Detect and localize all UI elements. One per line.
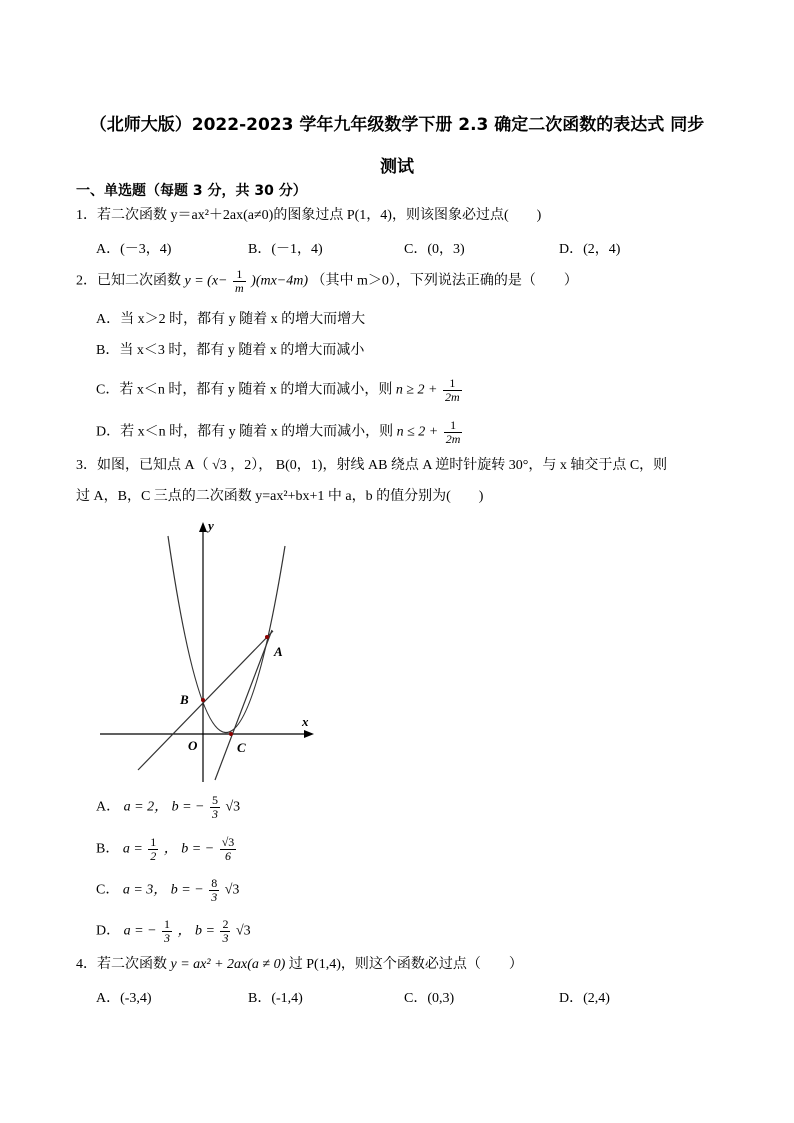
- option-prefix: B．: [96, 841, 120, 857]
- frac-den: 3: [211, 807, 218, 821]
- q2-option-d[interactable]: [96, 419, 464, 446]
- q3-stem-line-2: 过 A，B，C 三点的二次函数 y=ax²+bx+1 中 a，b 的值分别为( ): [76, 489, 484, 504]
- q3-option-c[interactable]: [96, 877, 239, 904]
- option-math: ， b = −: [163, 841, 215, 857]
- q2-frac-den: m: [234, 281, 244, 295]
- option-math: a =: [122, 841, 143, 857]
- frac-den: 3: [211, 890, 218, 904]
- frac-den: 2: [150, 849, 157, 863]
- label-y: y: [208, 518, 214, 533]
- q3-option-b[interactable]: [96, 836, 238, 863]
- q2-option-c-fraction: [443, 377, 462, 404]
- x-axis-arrow: [304, 730, 314, 738]
- q2-stem: [76, 268, 578, 295]
- q2-frac-num: 1: [233, 268, 246, 282]
- label-c: C: [237, 740, 246, 755]
- q4-stem-pre: 4．若二次函数: [76, 957, 171, 972]
- q4-option-a[interactable]: A．(-3,4): [96, 991, 152, 1006]
- frac-den: 2m: [444, 390, 460, 404]
- q1-options: [96, 238, 696, 258]
- q2-option-b[interactable]: B．当 x＜3 时，都有 y 随着 x 的增大而减小: [96, 343, 365, 358]
- point-b: [201, 698, 205, 702]
- q3-option-d[interactable]: [96, 918, 251, 945]
- q4-formula: y = ax² + 2ax(a ≠ 0): [170, 957, 286, 972]
- q2-stem-pre: 2．已知二次函数: [76, 273, 185, 289]
- label-x: x: [302, 714, 309, 729]
- option-suffix: √3: [224, 882, 240, 898]
- q2-option-c-text: C．若 x＜n 时，都有 y 随着 x 的增大而减小，则: [96, 382, 396, 398]
- frac-den: 3: [164, 931, 171, 945]
- label-b: B: [180, 692, 189, 707]
- q4-option-d[interactable]: D．(2,4): [559, 991, 610, 1006]
- frac-den: 6: [225, 849, 231, 863]
- frac-num: 8: [211, 876, 218, 890]
- option-fraction: [162, 918, 172, 945]
- q3-stem-line-1: 3．如图，已知点 A（ √3 ，2）， B(0，1)，射线 AB 绕点 A 逆时针旋转 30°，与 x 轴交于点 C，则: [76, 458, 668, 473]
- q4-option-c[interactable]: C．(0,3): [404, 991, 455, 1006]
- q2-option-a[interactable]: A．当 x＞2 时，都有 y 随着 x 的增大而增大: [96, 312, 366, 327]
- option-math: a = 2， b = −: [123, 799, 205, 815]
- q2-formula-fraction: [233, 268, 246, 295]
- line-ac: [215, 630, 272, 780]
- section-heading: 一、单选题（每题 3 分，共 30 分）: [76, 183, 307, 199]
- option-fraction: [220, 918, 230, 945]
- option-math: a = −: [123, 923, 157, 939]
- q1-option-d[interactable]: D．(2，4): [559, 242, 621, 257]
- y-axis-arrow: [199, 522, 207, 532]
- q2-option-c-math: n ≥ 2 +: [395, 382, 438, 398]
- q2-stem-post: （其中 m＞0），下列说法正确的是（ ）: [311, 273, 578, 289]
- label-a: A: [274, 644, 283, 659]
- option-suffix: √3: [235, 923, 251, 939]
- frac-num: 2: [222, 917, 229, 931]
- q2-formula-a: y = (x−: [184, 273, 228, 289]
- option-suffix: √3: [225, 799, 241, 815]
- q1-option-a[interactable]: A．(－3，4): [96, 242, 172, 257]
- option-prefix: A．: [96, 799, 121, 815]
- label-o: O: [188, 738, 198, 753]
- q2-option-c[interactable]: [96, 377, 464, 404]
- option-fraction: [209, 877, 219, 904]
- q1-stem: 1．若二次函数 y＝ax²＋2ax(a≠0)的图象过点 P(1，4)，则该图象必过点( ): [76, 208, 542, 223]
- q4-option-b[interactable]: B．(-1,4): [248, 991, 303, 1006]
- option-math: a = 3， b = −: [122, 882, 204, 898]
- title-line-1: （北师大版）2022-2023 学年九年级数学下册 2.3 确定二次函数的表达式 同步: [89, 115, 705, 135]
- q4-stem-post: 过 P(1,4)，则这个函数必过点（ ）: [288, 957, 523, 972]
- frac-num: √3: [221, 835, 235, 849]
- q2-option-d-math: n ≤ 2 +: [396, 424, 439, 440]
- point-a: [265, 635, 269, 639]
- option-prefix: D．: [96, 923, 121, 939]
- frac-num: 1: [443, 377, 462, 391]
- line-ab: [138, 631, 273, 770]
- q4-options: [96, 987, 696, 1007]
- option-fraction: [220, 836, 237, 863]
- q3-option-a[interactable]: [96, 794, 240, 821]
- q1-option-b[interactable]: B．(－1，4): [248, 242, 323, 257]
- title-line-2: 测试: [380, 157, 414, 177]
- page-title: [60, 104, 734, 188]
- frac-num: 1: [150, 835, 157, 849]
- frac-den: 2m: [445, 432, 461, 446]
- frac-num: 5: [211, 793, 218, 807]
- frac-num: 1: [444, 419, 463, 433]
- frac-den: 3: [222, 931, 229, 945]
- point-c: [229, 732, 233, 736]
- frac-num: 1: [164, 917, 171, 931]
- option-math: ， b =: [177, 923, 215, 939]
- q3-figure: [96, 514, 326, 786]
- q2-formula-b: )(mx−4m): [251, 273, 309, 289]
- option-prefix: C．: [96, 882, 120, 898]
- option-fraction: [210, 794, 220, 821]
- q2-option-d-fraction: [444, 419, 463, 446]
- q2-option-d-text: D．若 x＜n 时，都有 y 随着 x 的增大而减小，则: [96, 424, 397, 440]
- q1-option-c[interactable]: C．(0，3): [404, 242, 465, 257]
- q4-stem: [76, 955, 523, 975]
- option-fraction: [148, 836, 158, 863]
